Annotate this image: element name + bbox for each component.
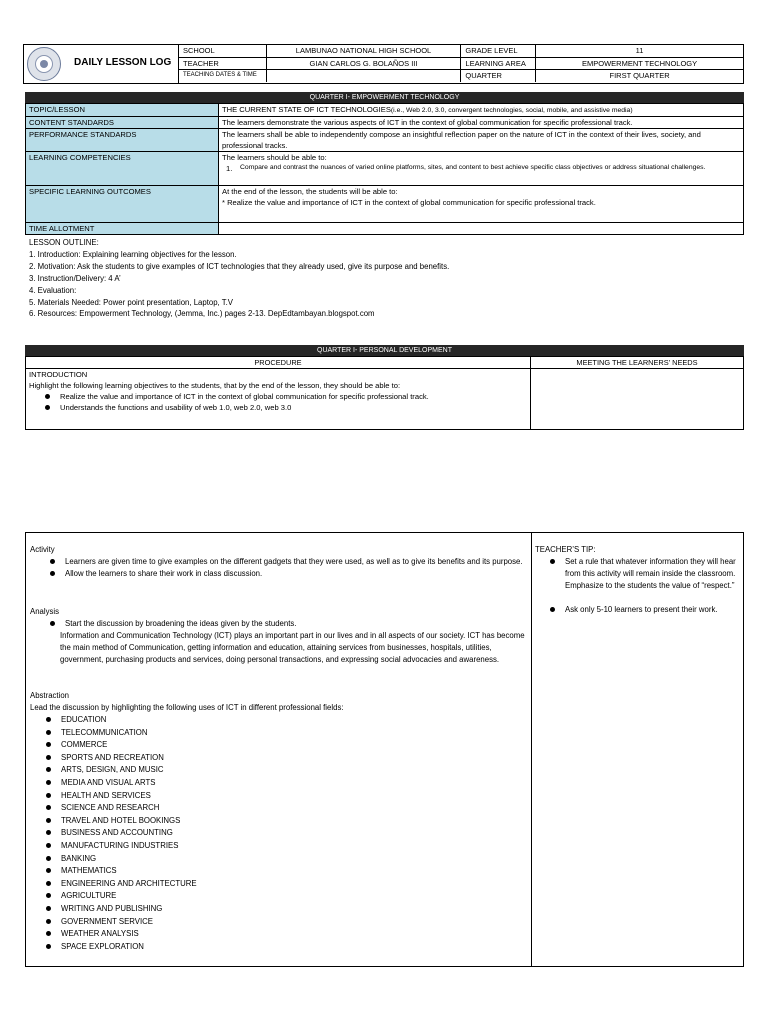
professional-field-text: BANKING	[61, 853, 97, 863]
header-info-table	[178, 45, 743, 82]
bullet-icon	[46, 856, 51, 861]
analysis-section	[30, 606, 528, 666]
professional-field-item	[30, 739, 528, 752]
header-label: GRADE LEVEL	[461, 45, 536, 57]
tip-item	[535, 556, 739, 592]
activity-item	[30, 556, 528, 568]
activity-item-text: Learners are given time to give examples on the different gadgets that they were used, as well as to give its benefits and its purpose.	[65, 557, 523, 566]
bullet-icon	[46, 944, 51, 949]
header-value: LAMBUNAO NATIONAL HIGH SCHOOL	[266, 45, 461, 57]
professional-field-text: ARTS, DESIGN, AND MUSIC	[61, 765, 164, 775]
content-standards-value: The learners demonstrate the various aspects of ICT in the context of global communication for specific professional track.	[219, 117, 744, 129]
procedure-column	[26, 533, 532, 966]
activity-item	[30, 568, 528, 580]
introduction-title: INTRODUCTION	[29, 370, 88, 379]
performance-standards-label: PERFORMANCE STANDARDS	[26, 129, 219, 152]
bullet-icon	[46, 893, 51, 898]
teachers-tip-title: TEACHER’S TIP:	[535, 545, 596, 554]
tip-text: Ask only 5-10 learners to present their work.	[565, 605, 718, 614]
bullet-icon	[46, 931, 51, 936]
learners-needs-column	[532, 533, 743, 966]
professional-field-text: MANUFACTURING INDUSTRIES	[61, 840, 179, 850]
professional-field-item	[30, 890, 528, 903]
professional-field-text: TELECOMMUNICATION	[61, 727, 148, 737]
professional-field-item	[30, 714, 528, 727]
professional-field-text: SPORTS AND RECREATION	[61, 752, 164, 762]
header-label: SCHOOL	[179, 45, 267, 57]
professional-field-item	[30, 790, 528, 803]
outline-line: 1. Introduction: Explaining learning objectives for the lesson.	[29, 249, 237, 259]
professional-field-item	[30, 827, 528, 840]
lesson-details-table	[25, 103, 744, 235]
time-allotment-row	[26, 223, 744, 235]
outline-line: 2. Motivation: Ask the students to give examples of ICT technologies that they already used, give its purpose and benefits.	[29, 261, 450, 271]
outcomes-label: SPECIFIC LEARNING OUTCOMES	[26, 186, 219, 223]
bullet-icon	[45, 405, 50, 410]
header-row	[179, 57, 744, 70]
professional-field-text: WEATHER ANALYSIS	[61, 929, 139, 939]
professional-field-text: EDUCATION	[61, 715, 107, 724]
professional-field-text: TRAVEL AND HOTEL BOOKINGS	[61, 815, 181, 825]
outline-line: LESSON OUTLINE:	[29, 238, 99, 247]
outline-line: 4. Evaluation:	[29, 285, 77, 295]
header-row	[179, 45, 744, 57]
outcomes-value	[219, 186, 744, 223]
bullet-icon	[50, 571, 55, 576]
header-value: FIRST QUARTER	[536, 70, 743, 82]
analysis-item-text: Start the discussion by broadening the ideas given by the students.	[65, 619, 297, 628]
bullet-icon	[46, 881, 51, 886]
time-allotment-value	[219, 223, 744, 235]
header-value: GIAN CARLOS G. BOLAÑOS III	[266, 57, 461, 70]
procedure-table	[25, 356, 744, 430]
section-bar-empowerment: QUARTER I- EMPOWERMENT TECHNOLOGY	[25, 92, 744, 103]
professional-fields-list	[30, 714, 528, 953]
document-title: DAILY LESSON LOG	[74, 57, 172, 68]
objective-item	[29, 402, 527, 413]
introduction-row	[26, 369, 744, 430]
topic-label: TOPIC/LESSON	[26, 104, 219, 117]
bullet-icon	[46, 919, 51, 924]
bullet-icon	[46, 755, 51, 760]
professional-field-item	[30, 941, 528, 954]
bullet-icon	[46, 767, 51, 772]
professional-field-text: HEALTH AND SERVICES	[61, 790, 151, 800]
header-title-cell	[24, 45, 179, 83]
professional-field-text: WRITING AND PUBLISHING	[61, 903, 163, 913]
header-label: TEACHER	[179, 57, 267, 70]
professional-field-item	[30, 764, 528, 777]
professional-field-text: ENGINEERING AND ARCHITECTURE	[61, 878, 197, 888]
bullet-icon	[46, 793, 51, 798]
content-standards-label: CONTENT STANDARDS	[26, 117, 219, 129]
tip-text: Set a rule that whatever information they will hear from this activity will remain inside the classroom. Emphasize to the students the value of “respect.”	[565, 557, 736, 590]
objective-text: Realize the value and importance of ICT in the context of global communication for specific professional track.	[60, 392, 429, 401]
analysis-title: Analysis	[30, 607, 60, 616]
header-label: LEARNING AREA	[461, 57, 536, 70]
competencies-label: LEARNING COMPETENCIES	[26, 152, 219, 186]
outcomes-row	[26, 186, 744, 223]
learners-needs-column-header: MEETING THE LEARNERS’ NEEDS	[531, 357, 744, 369]
outline-line: 3. Instruction/Delivery: 4 A’	[29, 273, 121, 283]
bullet-icon	[46, 742, 51, 747]
bullet-icon	[50, 559, 55, 564]
lesson-outline	[29, 237, 449, 320]
header-value: EMPOWERMENT TECHNOLOGY	[536, 57, 743, 70]
bullet-icon	[46, 717, 51, 722]
competencies-intro: The learners should be able to:	[222, 153, 327, 162]
bullet-icon	[550, 607, 555, 612]
objective-item	[29, 391, 527, 402]
professional-field-text: MEDIA AND VISUAL ARTS	[61, 777, 156, 787]
introduction-text: Highlight the following learning objectives to the students, that by the end of the lesson, they should be able to:	[29, 381, 401, 390]
bullet-icon	[46, 805, 51, 810]
activity-item-text: Allow the learners to share their work in class discussion.	[65, 569, 263, 578]
analysis-text: Information and Communication Technology (ICT) plays an important part in our lives and in all aspects of our society. ICT has become the main method of Communication, getting information and education, attaining services from businesses, hospitals, utilities, government, purchasing products and services, doing personal transactions, and expressing social advocacies and awareness.	[60, 631, 525, 664]
bullet-icon	[46, 780, 51, 785]
professional-field-item	[30, 840, 528, 853]
activity-section	[30, 544, 528, 580]
bullet-icon	[46, 843, 51, 848]
introduction-cell	[26, 369, 531, 430]
learners-needs-cell	[531, 369, 744, 430]
bullet-icon	[46, 830, 51, 835]
procedure-column-header: PROCEDURE	[26, 357, 531, 369]
professional-field-item	[30, 777, 528, 790]
header-value	[266, 70, 461, 82]
header-label: QUARTER	[461, 70, 536, 82]
abstraction-text: Lead the discussion by highlighting the following uses of ICT in different professional fields:	[30, 703, 344, 712]
professional-field-text: SPACE EXPLORATION	[61, 941, 144, 951]
professional-field-item	[30, 865, 528, 878]
content-standards-row	[26, 117, 744, 129]
professional-field-text: AGRICULTURE	[61, 891, 117, 901]
teachers-tip-section	[535, 544, 739, 616]
header-label: TEACHING DATES & TIME	[179, 70, 267, 82]
bullet-icon	[46, 906, 51, 911]
header-row	[179, 70, 744, 82]
time-allotment-label: TIME ALLOTMENT	[26, 223, 219, 235]
professional-field-text: MATHEMATICS	[61, 866, 117, 876]
professional-field-item	[30, 727, 528, 740]
professional-field-item	[30, 916, 528, 929]
outcomes-intro: At the end of the lesson, the students will be able to:	[222, 187, 398, 196]
topic-value	[219, 104, 744, 117]
professional-field-item	[30, 802, 528, 815]
deped-seal-logo	[27, 47, 61, 81]
bullet-icon	[45, 394, 50, 399]
tip-item	[535, 604, 739, 616]
performance-standards-row	[26, 129, 744, 152]
professional-field-text: COMMERCE	[61, 740, 108, 750]
objective-text: Understands the functions and usability of web 1.0, web 2.0, web 3.0	[60, 403, 292, 412]
outline-line: 5. Materials Needed: Power point presentation, Laptop, T.V	[29, 297, 233, 307]
bullet-icon	[46, 818, 51, 823]
topic-main: THE CURRENT STATE OF ICT TECHNOLOGIES	[222, 105, 391, 114]
analysis-item	[30, 618, 528, 630]
competency-number: 1.	[226, 164, 233, 173]
outcomes-item: * Realize the value and importance of ICT in the context of global communication for specific professional track.	[222, 198, 596, 207]
competency-item	[222, 163, 740, 174]
competency-text: Compare and contrast the nuances of varied online platforms, sites, and content to best achieve specific class objectives or address situational challenges.	[240, 164, 706, 171]
section-bar-personal-development: QUARTER I- PERSONAL DEVELOPMENT	[25, 345, 744, 356]
bullet-icon	[50, 621, 55, 626]
professional-field-item	[30, 815, 528, 828]
bullet-icon	[46, 730, 51, 735]
professional-field-text: GOVERNMENT SERVICE	[61, 916, 153, 926]
outline-line: 6. Resources: Empowerment Technology, (Jemma, Inc.) pages 2-13. DepEdtambayan.blogspot.com	[29, 309, 375, 319]
professional-field-item	[30, 928, 528, 941]
abstraction-section	[30, 690, 528, 953]
abstraction-title: Abstraction	[30, 691, 70, 700]
professional-field-text: BUSINESS AND ACCOUNTING	[61, 828, 173, 838]
professional-field-item	[30, 752, 528, 765]
professional-field-item	[30, 903, 528, 916]
procedure-header-row	[26, 357, 744, 369]
competencies-value	[219, 152, 744, 186]
professional-field-item	[30, 853, 528, 866]
lesson-log-header	[23, 44, 744, 84]
topic-row	[26, 104, 744, 117]
header-value: 11	[536, 45, 743, 57]
professional-field-item	[30, 878, 528, 891]
topic-detail: (i.e., Web 2.0, 3.0, convergent technologies, social, mobile, and assistive media)	[390, 107, 633, 114]
bullet-icon	[46, 868, 51, 873]
professional-field-text: SCIENCE AND RESEARCH	[61, 803, 160, 813]
bullet-icon	[550, 559, 555, 564]
activity-title: Activity	[30, 545, 55, 554]
competencies-row	[26, 152, 744, 186]
lesson-procedure-box	[25, 532, 744, 967]
performance-standards-value: The learners shall be able to independently compose an insightful reflection paper on the nature of ICT in the context of their lives, society, and professional tracks.	[219, 129, 744, 152]
